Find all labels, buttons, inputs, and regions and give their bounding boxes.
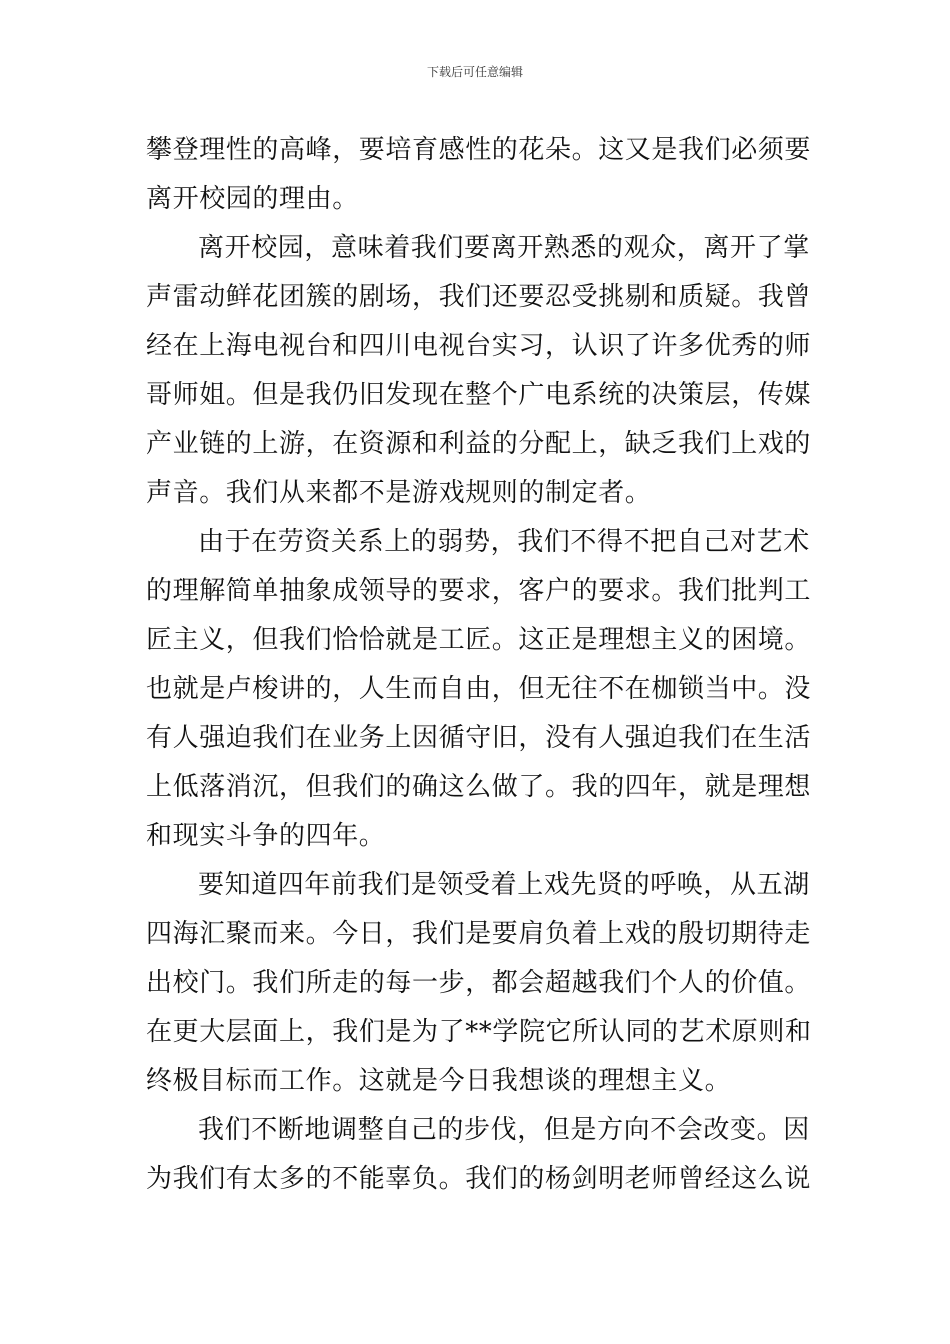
text-line: 经在上海电视台和四川电视台实习，认识了许多优秀的师 — [146, 331, 812, 361]
document-body — [146, 126, 810, 1204]
paragraph-start-line: 由于在劳资关系上的弱势，我们不得不把自己对艺术 — [198, 527, 810, 557]
paragraph-start-line: 要知道四年前我们是领受着上戏先贤的呼唤，从五湖 — [198, 870, 810, 900]
text-line: 为我们有太多的不能辜负。我们的杨剑明老师曾经这么说 — [146, 1164, 812, 1194]
text-line: 声雷动鲜花团簇的剧场，我们还要忍受挑剔和质疑。我曾 — [146, 282, 812, 312]
text-line: 有人强迫我们在业务上因循守旧，没有人强迫我们在生活 — [146, 723, 812, 753]
text-line: 也就是卢梭讲的，人生而自由，但无往不在枷锁当中。没 — [146, 674, 812, 704]
text-line: 和现实斗争的四年。 — [146, 821, 386, 851]
page-header: 下载后可任意编辑 — [426, 65, 523, 79]
text-line: 在更大层面上，我们是为了**学院它所认同的艺术原则和 — [146, 1017, 812, 1047]
text-line: 声音。我们从来都不是游戏规则的制定者。 — [146, 478, 652, 508]
text-line: 离开校园的理由。 — [146, 184, 359, 214]
text-line: 匠主义，但我们恰恰就是工匠。这正是理想主义的困境。 — [146, 625, 812, 655]
text-line: 出校门。我们所走的每一步，都会超越我们个人的价值。 — [146, 968, 812, 998]
text-line: 攀登理性的高峰，要培育感性的花朵。这又是我们必须要 — [146, 135, 812, 165]
paragraph-start-line: 离开校园，意味着我们要离开熟悉的观众，离开了掌 — [198, 233, 810, 263]
text-line: 上低落消沉，但我们的确这么做了。我的四年，就是理想 — [146, 772, 812, 802]
text-line: 的理解简单抽象成领导的要求，客户的要求。我们批判工 — [146, 576, 812, 606]
text-line: 终极目标而工作。这就是今日我想谈的理想主义。 — [146, 1066, 732, 1096]
paragraph-start-line: 我们不断地调整自己的步伐，但是方向不会改变。因 — [198, 1115, 810, 1145]
text-line: 哥师姐。但是我仍旧发现在整个广电系统的决策层，传媒 — [146, 380, 812, 410]
text-line: 四海汇聚而来。今日，我们是要肩负着上戏的殷切期待走 — [146, 919, 812, 949]
text-line: 产业链的上游，在资源和利益的分配上，缺乏我们上戏的 — [146, 429, 812, 459]
